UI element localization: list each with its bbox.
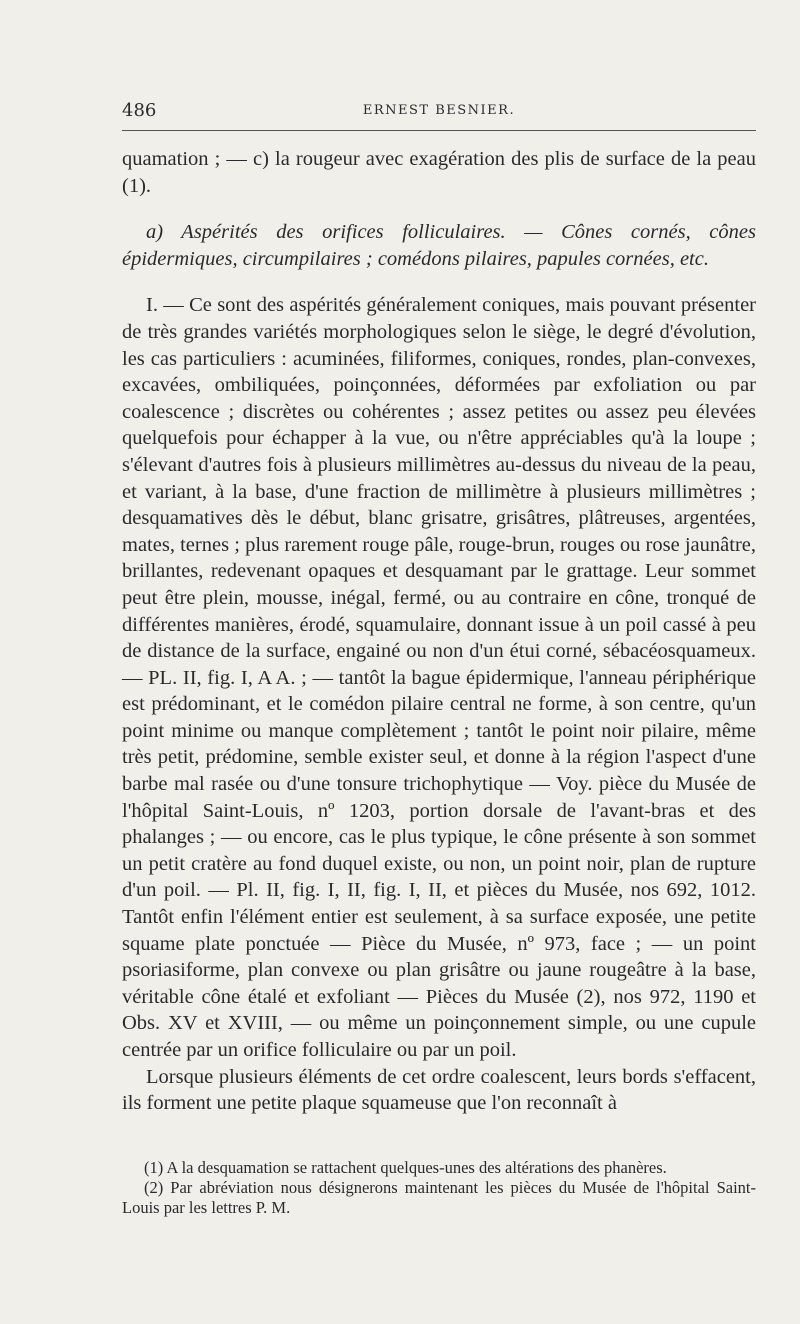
page-number: 486 xyxy=(122,100,157,121)
footnote-2: (2) Par abréviation nous désignerons maintenant les pièces du Musée de l'hôpital Saint-Louis par les lettres P. M. xyxy=(122,1178,756,1217)
paragraph-last: Lorsque plusieurs éléments de cet ordre coalescent, leurs bords s'effacent, ils forment une petite plaque squameuse que l'on reconnaît à xyxy=(122,1065,756,1115)
page-header xyxy=(122,100,756,128)
section-heading: a) Aspérités des orifices folliculaires. — Cônes cornés, cônes épidermiques, circumpilaires ; comédons pilaires, papules cornées, etc. xyxy=(122,221,756,270)
paragraph-main: I. — Ce sont des aspérités généralement coniques, mais pouvant présenter de très grandes variétés morphologiques selon le siège, le degré d'évolution, les cas particuliers : acuminées, filiformes, coniques, rondes, plan-convexes, excavées, ombiliquées, poinçonnées, déformées par exfoliation ou par coalescence ; discrètes ou cohérentes ; assez petites ou assez peu élevées quelquefois pour échapper à la vue, ou n'être appréciables qu'à la loupe ; s'élevant d'autres fois à plusieurs millimètres au-dessus du niveau de la peau, et variant, à la base, d'une fraction de millimètre à plusieurs millimètres ; desquamatives dès le début, blanc grisatre, grisâtres, plâtreuses, argentées, mates, ternes ; plus rarement rouge pâle, rouge-brun, rouges ou rose jaunâtre, brillantes, redevenant opaques et desquamant par le grattage. Leur sommet peut être plein, mousse, inégal, fermé, ou au contraire en cône, tronqué de différentes manières, érodé, squamulaire, donnant issue à un poil cassé à peu de distance de la surface, engainé ou non d'un étui corné, sébacéosquameux. — PL. II, fig. I, A A. ; — tantôt la bague épidermique, l'anneau périphérique est prédominant, et le comédon pilaire central ne forme, à son centre, qu'un point minime ou manque complètement ; tantôt le point noir pilaire, même très petit, prédomine, semble exister seul, et donne à la région l'aspect d'une barbe mal rasée ou d'une tonsure trichophytique — Voy. pièce du Musée de l'hôpital Saint-Louis, nº 1203, portion dorsale de l'avant-bras et des phalanges ; — ou encore, cas le plus typique, le cône présente à son sommet un petit cratère au fond duquel existe, ou non, un point noir, plan de rupture d'un poil. — Pl. II, fig. I, II, fig. I, II, et pièces du Musée, nos 692, 1012. Tantôt enfin l'élément entier est seulement, à sa surface exposée, une petite squame plate ponctuée — Pièce du Musée, nº 973, face ; — un point psoriasiforme, plan convexe ou plan grisâtre ou jaune rougeâtre à la base, véritable cône étalé et exfoliant — Pièces du Musée (2), nos 972, 1190 et Obs. XV et XVIII, — ou même un poinçonnement simple, ou une cupule centrée par un orifice folliculaire ou par un poil. xyxy=(122,294,756,1061)
paragraph-continuation: quamation ; — c) la rougeur avec exagération des plis de surface de la peau (1). xyxy=(122,148,756,197)
body-text xyxy=(122,146,756,1117)
footnotes xyxy=(122,1158,756,1218)
header-rule xyxy=(122,130,756,131)
footnote-1: (1) A la desquamation se rattachent quelques-unes des altérations des phanères. xyxy=(144,1158,667,1177)
running-head: ERNEST BESNIER. xyxy=(362,103,516,118)
